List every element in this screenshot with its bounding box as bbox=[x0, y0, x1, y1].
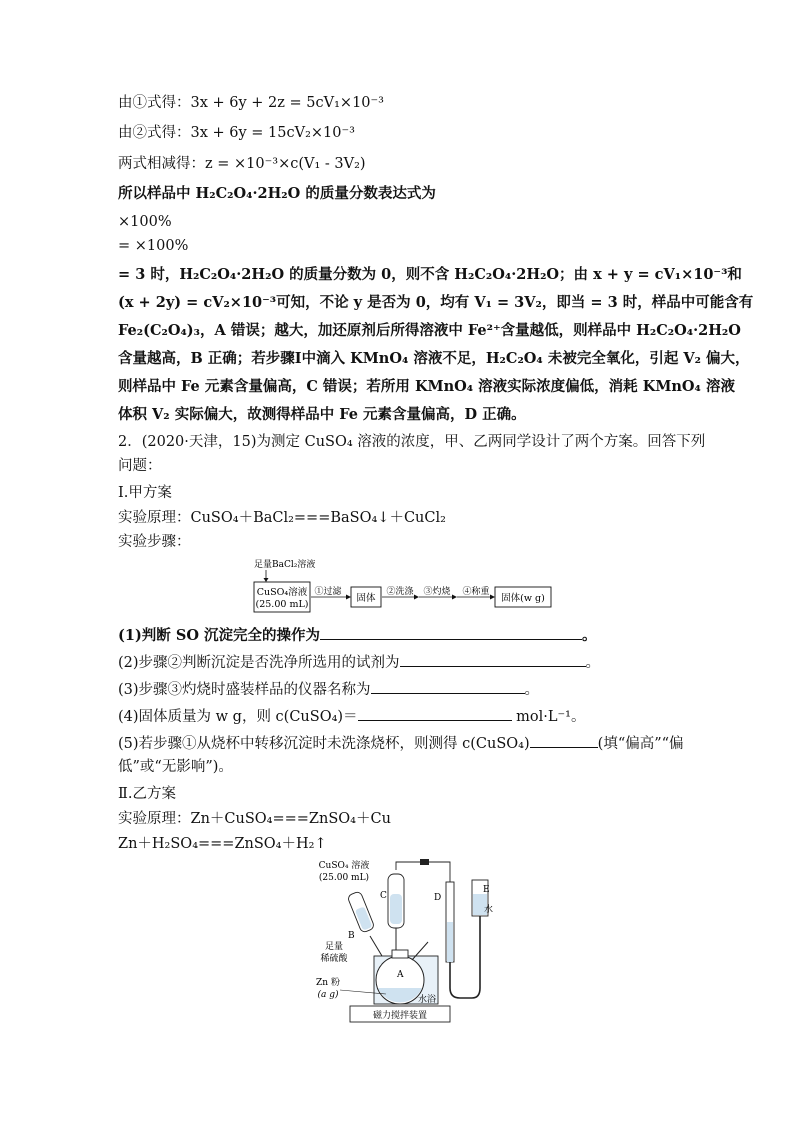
flow-step4-label: ④称重 bbox=[462, 587, 490, 597]
text-line: Fe₂(C₂O₄)₃，A 错误；越大，加还原剂后所得溶液中 Fe²⁺含量越低，则样品中 H₂C₂O₄·2H₂O bbox=[118, 322, 741, 339]
answer-blank-4[interactable] bbox=[358, 705, 512, 721]
label-e: E bbox=[483, 885, 490, 895]
text-line: 则样品中 Fe 元素含量偏高，C 错误；若所用 KMnO₄ 溶液实际浓度偏低，消耗 KMnO₄ 溶液 bbox=[118, 378, 735, 395]
label-c: C bbox=[380, 891, 387, 901]
label-water-bath: 水浴 bbox=[418, 995, 437, 1005]
question-stem-cont: 问题： bbox=[118, 458, 162, 474]
flow-arrowhead bbox=[490, 595, 495, 600]
text-line: = ×100% bbox=[118, 238, 189, 254]
flow-box-start-line2: (25.00 mL) bbox=[255, 599, 309, 610]
principle-line: Zn＋H₂SO₄===ZnSO₄＋H₂↑ bbox=[118, 836, 327, 852]
tube-clamp bbox=[420, 859, 429, 865]
section-heading: Ⅰ.甲方案 bbox=[118, 485, 172, 501]
principle-line: 实验原理：Zn＋CuSO₄===ZnSO₄＋Cu bbox=[118, 811, 391, 827]
text-line: = 3 时，H₂C₂O₄·2H₂O 的质量分数为 0，则不含 H₂C₂O₄·2H₂O；由 x + y = cV₁×10⁻³和 bbox=[118, 266, 742, 283]
burette-d-liquid bbox=[447, 922, 453, 962]
label-cuso4-volume: (25.00 mL) bbox=[318, 873, 370, 883]
question-3-text: (3)步骤③灼烧时盛装样品的仪器名称为 bbox=[118, 682, 371, 698]
question-3 bbox=[118, 678, 539, 700]
label-zn-powder: Zn 粉 bbox=[316, 978, 340, 988]
flow-box-final-label: 固体(w g) bbox=[501, 593, 545, 604]
question-4 bbox=[118, 705, 586, 727]
flow-step2-label: ②洗涤 bbox=[386, 587, 414, 597]
flowchart-diagram bbox=[248, 556, 558, 616]
section-heading: Ⅱ.乙方案 bbox=[118, 786, 176, 802]
principle-line: 实验原理：CuSO₄＋BaCl₂===BaSO₄↓＋CuCl₂ bbox=[118, 510, 446, 526]
label-acid-amount: 足量 bbox=[324, 942, 344, 952]
answer-blank-1[interactable] bbox=[320, 624, 582, 640]
answer-blank-2[interactable] bbox=[400, 651, 586, 667]
label-cuso4-solution: CuSO₄ 溶液 bbox=[318, 861, 370, 871]
question-2 bbox=[118, 651, 600, 673]
text-line: 所以样品中 H₂C₂O₄·2H₂O 的质量分数表达式为 bbox=[118, 185, 436, 202]
flow-step1-label: ①过滤 bbox=[314, 587, 342, 597]
steps-label: 实验步骤： bbox=[118, 534, 191, 550]
flow-step3-label: ③灼烧 bbox=[423, 587, 451, 597]
text-line: (x + 2y) = cV₂×10⁻³可知，不论 y 是否为 0，均有 V₁ = 3V₂，即当 = 3 时，样品中可能含有 bbox=[118, 294, 754, 311]
label-b: B bbox=[348, 931, 355, 941]
label-water: 水 bbox=[484, 905, 494, 915]
question-4-end: mol·L⁻¹。 bbox=[511, 709, 586, 725]
label-d: D bbox=[434, 893, 442, 903]
flow-arrowhead bbox=[346, 595, 351, 600]
question-5-end: (填“偏高”“偏 bbox=[597, 736, 684, 752]
label-zn-mass: (a g) bbox=[317, 990, 339, 1000]
label-stirrer: 磁力搅拌装置 bbox=[372, 1011, 428, 1021]
flow-arrowhead bbox=[414, 595, 419, 600]
question-2-text: (2)步骤②判断沉淀是否洗净所选用的试剂为 bbox=[118, 655, 400, 671]
label-a: A bbox=[397, 970, 404, 980]
question-1-text: (1)判断 SO 沉淀完全的操作为 bbox=[118, 627, 321, 644]
question-5 bbox=[118, 732, 684, 754]
text-line: 含量越高，B 正确；若步骤Ⅰ中滴入 KMnO₄ 溶液不足，H₂C₂O₄ 未被完全氧化，引起 V₂ 偏大， bbox=[118, 350, 750, 367]
text-line: ×100% bbox=[118, 214, 172, 230]
flow-box-solid-label: 固体 bbox=[356, 593, 376, 604]
flow-arrowhead bbox=[264, 578, 269, 582]
answer-blank-3[interactable] bbox=[371, 678, 525, 694]
question-5-cont: 低”或“无影响”)。 bbox=[118, 759, 233, 775]
funnel-b-stem bbox=[370, 936, 382, 956]
text-line: 由②式得：3x + 6y = 15cV₂×10⁻³ bbox=[118, 125, 355, 141]
label-dilute-acid: 稀硫酸 bbox=[320, 954, 348, 964]
question-3-end: 。 bbox=[524, 682, 540, 698]
text-line: 两式相减得：z = ×10⁻³×c(V₁ - 3V₂) bbox=[118, 156, 366, 172]
flow-box-start-line1: CuSO₄溶液 bbox=[256, 587, 308, 598]
question-5-text: (5)若步骤①从烧杯中转移沉淀时未洗涤烧杯，则测得 c(CuSO₄) bbox=[118, 736, 530, 752]
question-2-end: 。 bbox=[585, 655, 601, 671]
flow-arrowhead bbox=[452, 595, 457, 600]
answer-blank-5[interactable] bbox=[530, 732, 598, 748]
funnel-c-liquid bbox=[390, 894, 402, 924]
question-stem: 2．(2020·天津，15)为测定 CuSO₄ 溶液的浓度，甲、乙两同学设计了两个方案。回答下列 bbox=[118, 434, 706, 450]
question-4-text: (4)固体质量为 w g，则 c(CuSO₄)＝ bbox=[118, 709, 358, 725]
flask-a-neck bbox=[392, 950, 408, 958]
text-line: 体积 V₂ 实际偏大，故测得样品中 Fe 元素含量偏高，D 正确。 bbox=[118, 406, 526, 423]
text-line: 由①式得：3x + 6y + 2z = 5cV₁×10⁻³ bbox=[118, 95, 384, 111]
question-1 bbox=[118, 624, 597, 646]
rubber-tube bbox=[450, 916, 480, 998]
question-1-end: 。 bbox=[582, 627, 597, 644]
flow-reagent-label: 足量BaCl₂溶液 bbox=[254, 560, 316, 570]
apparatus-diagram bbox=[300, 852, 500, 1024]
